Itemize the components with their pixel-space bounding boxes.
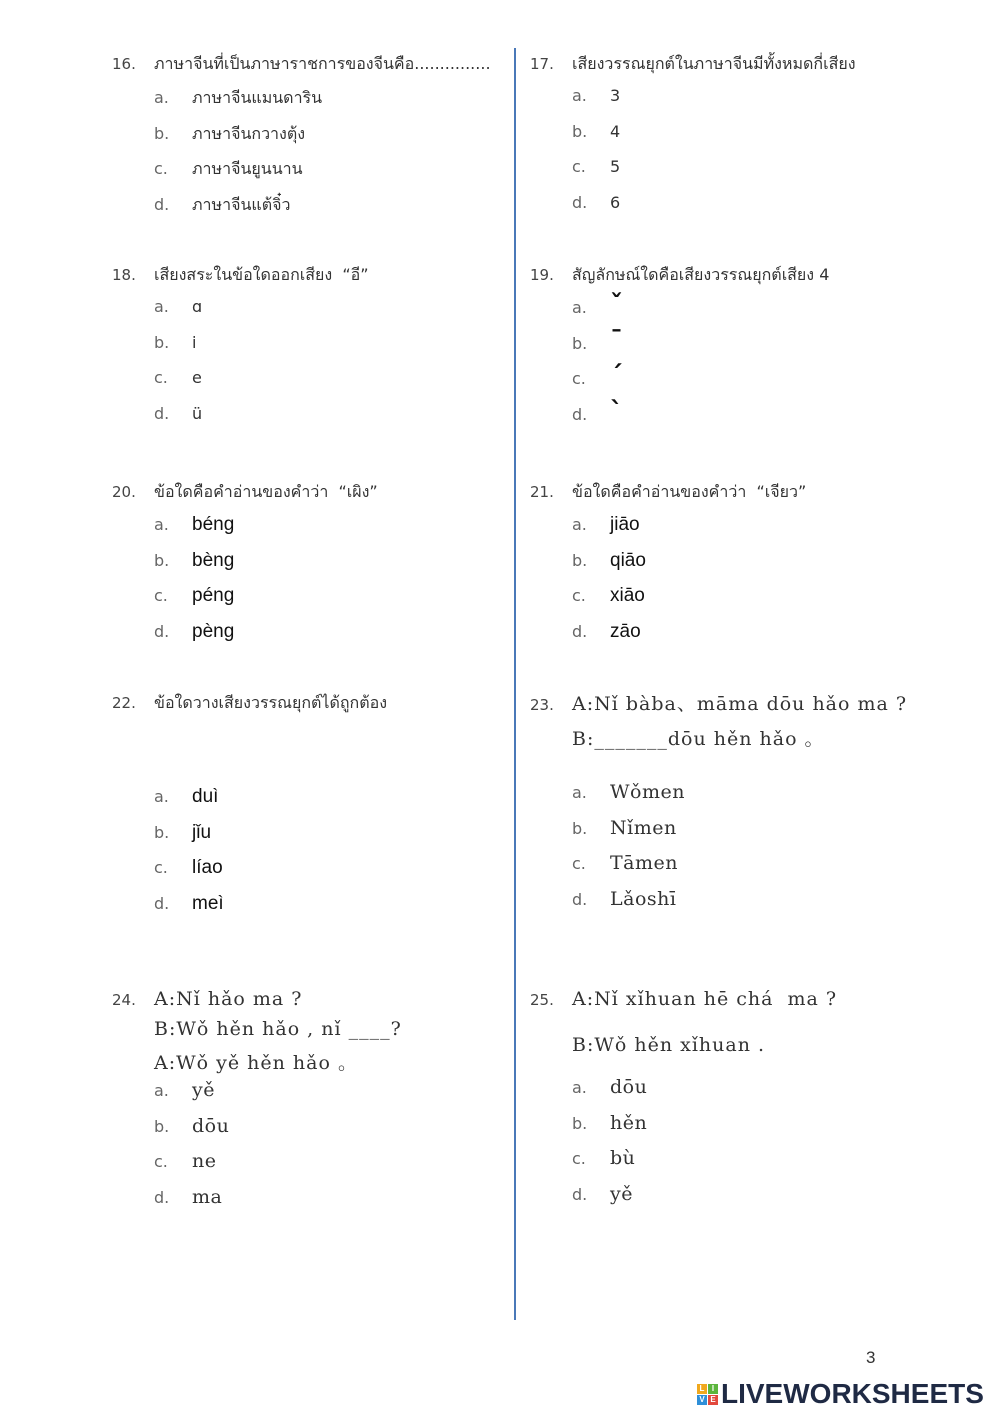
question-25	[530, 988, 837, 1218]
option-text: béng	[192, 514, 235, 535]
option-letter: c.	[572, 854, 586, 873]
logo-letter: L	[697, 1384, 707, 1394]
option-text: ma	[192, 1185, 223, 1208]
option-letter: d.	[154, 893, 170, 913]
question-17	[530, 52, 856, 228]
question-20	[112, 480, 378, 656]
option-letter: a.	[572, 86, 587, 105]
option-text: Tāmen	[610, 852, 678, 874]
option-b[interactable]	[572, 1112, 837, 1148]
option-d[interactable]	[154, 893, 387, 929]
option-letter: b.	[154, 550, 170, 570]
option-text: hěn	[610, 1111, 648, 1134]
option-text: ภาษาจีนแมนดาริน	[192, 88, 323, 107]
option-a[interactable]	[154, 514, 378, 550]
logo-text: LIVEWORKSHEETS	[721, 1378, 984, 1409]
logo-letter: V	[697, 1395, 707, 1405]
option-d[interactable]	[572, 193, 856, 229]
option-letter: c.	[154, 368, 168, 387]
option-letter: a.	[154, 297, 169, 316]
question-text: ข้อใดวางเสียงวรรณยุกต์ได้ถูกต้อง	[154, 693, 388, 712]
option-letter: d.	[572, 889, 588, 909]
option-text: ü	[192, 403, 203, 423]
option-text: péng	[192, 585, 235, 606]
question-19	[530, 263, 829, 439]
option-text: bù	[610, 1147, 636, 1169]
option-letter: c.	[154, 159, 168, 178]
option-letter: b.	[572, 121, 588, 141]
option-letter: b.	[154, 332, 170, 352]
option-d[interactable]	[572, 621, 806, 657]
option-b[interactable]	[154, 122, 491, 158]
option-a[interactable]	[154, 297, 369, 333]
option-text: Nǐmen	[610, 816, 677, 839]
option-a[interactable]	[572, 781, 907, 817]
option-text: ne	[192, 1150, 217, 1172]
option-text: 6	[610, 192, 621, 212]
question-text: ข้อใดคือคำอ่านของคำว่า “เผิง”	[154, 482, 378, 501]
question-18	[112, 263, 369, 439]
option-c[interactable]	[154, 368, 369, 404]
question-text: สัญลักษณ์ใดคือเสียงวรรณยุกต์เสียง 4	[572, 265, 830, 284]
question-text: เสียงสระในข้อใดออกเสียง “อี”	[154, 265, 369, 284]
option-c[interactable]	[572, 157, 856, 193]
dialogue-line-a: A:Nǐ xǐhuan hē chá ma ?	[572, 988, 838, 1010]
tone-mark-fourth-icon: ˋ	[610, 396, 623, 427]
option-text: dōu	[192, 1114, 230, 1137]
dialogue-line-b: B:Wǒ hěn xǐhuan .	[572, 1034, 766, 1056]
option-text: duì	[192, 786, 219, 807]
option-letter: a.	[154, 515, 169, 534]
option-text: dōu	[610, 1076, 648, 1098]
option-letter: a.	[572, 783, 587, 802]
option-c[interactable]	[154, 157, 491, 193]
option-letter: d.	[154, 194, 170, 214]
option-text: yě	[610, 1182, 633, 1205]
question-number: 16.	[112, 55, 136, 73]
option-text: bèng	[192, 549, 235, 571]
option-letter: d.	[572, 404, 588, 424]
option-letter: a.	[154, 787, 169, 806]
option-letter: c.	[572, 1149, 586, 1168]
question-text: เสียงวรรณยุกต์ในภาษาจีนมีทั้งหมดกี่เสียง	[572, 54, 856, 73]
option-b[interactable]	[154, 550, 378, 586]
option-a[interactable]	[154, 1079, 402, 1115]
option-c[interactable]	[154, 585, 378, 621]
column-divider	[514, 48, 516, 1320]
option-c[interactable]	[572, 1147, 837, 1183]
option-c[interactable]	[154, 857, 387, 893]
option-text: yě	[192, 1079, 215, 1101]
question-number: 22.	[112, 694, 136, 712]
option-letter: c.	[572, 586, 586, 605]
option-d[interactable]	[572, 888, 907, 924]
question-number: 20.	[112, 483, 136, 501]
option-b[interactable]	[154, 822, 387, 858]
option-b[interactable]	[154, 1115, 402, 1151]
tone-mark-first-icon: ˉ	[610, 325, 623, 356]
liveworksheets-logo[interactable]	[697, 1378, 984, 1410]
question-number: 21.	[530, 483, 554, 501]
question-number: 24.	[112, 991, 136, 1009]
option-d[interactable]	[154, 1186, 402, 1222]
option-text: jiāo	[610, 514, 640, 535]
tone-mark-second-icon: ˊ	[610, 361, 623, 391]
option-b[interactable]	[572, 122, 856, 158]
option-c[interactable]	[154, 1150, 402, 1186]
option-d[interactable]	[154, 404, 369, 440]
option-text: Lǎoshī	[610, 887, 677, 910]
question-number: 18.	[112, 266, 136, 284]
option-b[interactable]	[572, 817, 907, 853]
option-d[interactable]	[572, 396, 829, 440]
option-letter: a.	[154, 1081, 169, 1100]
question-22	[112, 691, 387, 928]
option-a[interactable]	[154, 786, 387, 822]
logo-letter: I	[708, 1384, 718, 1394]
question-text: ข้อใดคือคำอ่านของคำว่า “เจียว”	[572, 482, 807, 501]
option-letter: d.	[572, 192, 588, 212]
question-number: 17.	[530, 55, 554, 73]
option-letter: b.	[572, 818, 588, 838]
option-letter: c.	[154, 586, 168, 605]
option-letter: b.	[572, 333, 588, 353]
option-a[interactable]	[572, 514, 806, 550]
option-letter: a.	[572, 298, 587, 317]
question-24	[112, 988, 402, 1221]
option-letter: c.	[572, 157, 586, 176]
page-number: 3	[866, 1348, 876, 1367]
option-a[interactable]	[572, 86, 856, 122]
option-letter: b.	[154, 1116, 170, 1136]
option-text: ภาษาจีนกวางตุ้ง	[192, 123, 306, 143]
question-number: 19.	[530, 266, 554, 284]
option-b[interactable]	[572, 550, 806, 586]
option-letter: d.	[572, 1184, 588, 1204]
question-text: ภาษาจีนที่เป็นภาษาราชการของจีนคือ...............	[154, 54, 491, 73]
option-letter: d.	[154, 621, 170, 641]
option-text: 5	[610, 157, 621, 176]
option-text: zāo	[610, 620, 641, 642]
option-text: pèng	[192, 620, 235, 642]
option-text: ภาษาจีนยูนนาน	[192, 159, 303, 178]
option-text: ภาษาจีนแต้จิ๋ว	[192, 194, 291, 214]
option-d[interactable]	[154, 193, 491, 229]
option-text: Wǒmen	[610, 781, 685, 803]
option-letter: b.	[154, 123, 170, 143]
option-a[interactable]	[154, 86, 491, 122]
option-letter: d.	[154, 403, 170, 423]
option-text: meì	[192, 892, 224, 914]
logo-grid-icon	[697, 1384, 718, 1405]
question-23	[530, 689, 907, 923]
option-letter: a.	[572, 515, 587, 534]
option-text: jǐu	[192, 821, 212, 843]
option-text: 3	[610, 86, 621, 105]
option-letter: d.	[572, 621, 588, 641]
question-number: 25.	[530, 991, 554, 1009]
option-text: 4	[610, 121, 621, 141]
dialogue-line-c: A:Wǒ yě hěn hǎo 。	[154, 1052, 358, 1074]
option-letter: c.	[154, 1152, 168, 1171]
dialogue-line-a: A:Nǐ bàba、māma dōu hǎo ma ?	[572, 693, 908, 715]
option-text: xiāo	[610, 585, 645, 606]
dialogue-line-a: A:Nǐ hǎo ma ?	[154, 988, 303, 1010]
dialogue-line-b: B:Wǒ hěn hǎo , nǐ ____?	[154, 1018, 402, 1040]
option-letter: d.	[154, 1187, 170, 1207]
option-c[interactable]	[572, 852, 907, 888]
question-16	[112, 52, 491, 228]
option-a[interactable]	[572, 1076, 837, 1112]
option-text: e	[192, 368, 202, 387]
tone-mark-third-icon: ˇ	[610, 290, 623, 320]
dialogue-line-b: B:_______dōu hěn hǎo 。	[572, 728, 825, 750]
option-letter: a.	[572, 1078, 587, 1097]
option-c[interactable]	[572, 585, 806, 621]
question-21	[530, 480, 806, 656]
option-text: líao	[192, 857, 223, 878]
logo-letter: E	[708, 1395, 718, 1405]
option-text: qiāo	[610, 549, 646, 571]
option-letter: c.	[154, 858, 168, 877]
option-b[interactable]	[154, 333, 369, 369]
option-d[interactable]	[154, 621, 378, 657]
option-letter: b.	[154, 822, 170, 842]
option-letter: b.	[572, 550, 588, 570]
option-letter: c.	[572, 369, 586, 388]
question-number: 23.	[530, 696, 554, 714]
option-letter: a.	[154, 88, 169, 107]
option-d[interactable]	[572, 1183, 837, 1219]
option-text: ɑ	[192, 297, 203, 316]
option-letter: b.	[572, 1113, 588, 1133]
option-text: i	[192, 332, 197, 352]
